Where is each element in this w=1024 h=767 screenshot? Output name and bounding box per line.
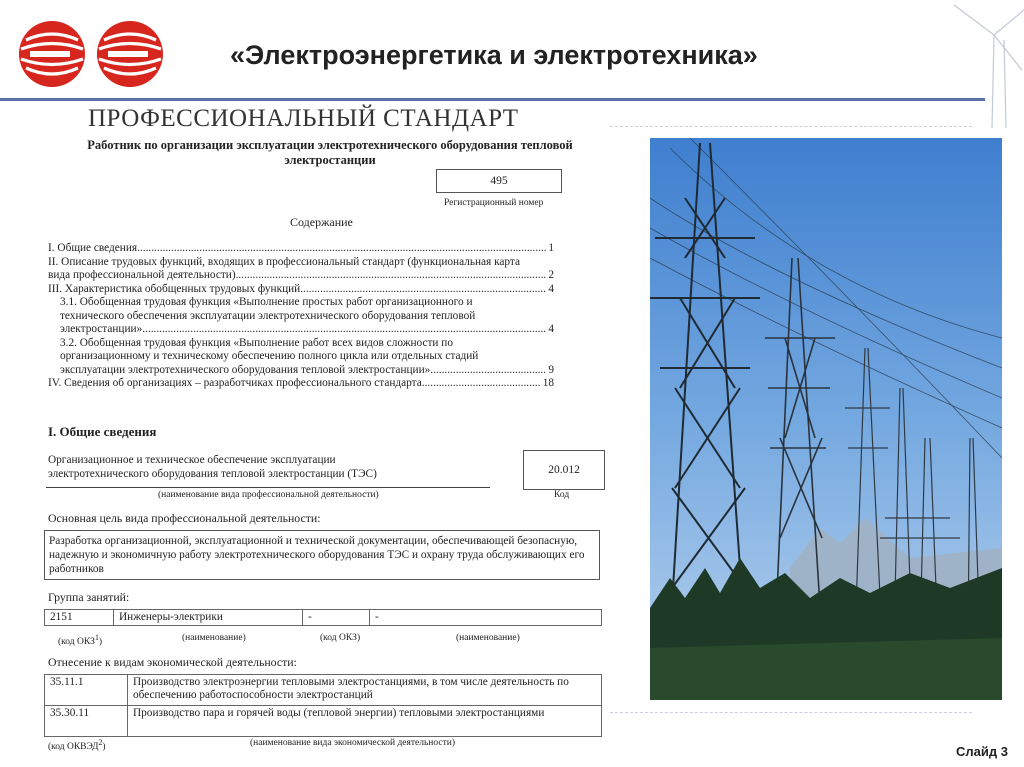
activity-name-line-2: электротехнического оборудования тепловой электростанции (ТЭС) [48, 468, 377, 480]
reg-number-label: Регистрационный номер [444, 198, 544, 208]
toc-item: технического обеспечения эксплуатации электротехнического оборудования тепловой [60, 309, 476, 322]
toc-item: IV. Сведения об организациях – разработчиках профессионального стандарта ..... 18 [48, 377, 554, 391]
toc-item: эксплуатации электротехнического оборудования тепловой электростанции» ..... 9 [48, 364, 554, 378]
table-row [45, 675, 602, 706]
table-row [45, 610, 602, 626]
section-1-title: I. Общие сведения [48, 424, 157, 439]
reg-number: 495 [490, 175, 508, 187]
toc-item: организационному и техническому обеспечению полного цикла или отдельных стадий [60, 350, 479, 362]
activity-code: 20.012 [548, 464, 580, 476]
econ-label: Отнесение к видам экономической деятельности: [48, 655, 297, 669]
okved-caption: (код ОКВЭД$^2$) [48, 738, 106, 753]
toc-item: III. Характеристика обобщенных трудовых функций ..... 4 [48, 283, 554, 297]
document-heading: ПРОФЕССИОНАЛЬНЫЙ СТАНДАРТ [88, 105, 519, 132]
slide-number: Слайд 3 [956, 744, 1008, 759]
okz-code-caption: (код ОКЗ$^1$) [58, 633, 103, 648]
slide-title: «Электроэнергетика и электротехника» [230, 40, 758, 70]
title-divider [0, 98, 985, 101]
group-label: Группа занятий: [48, 590, 130, 604]
toc-item: 3.2. Обобщенная трудовая функция «Выполнение работ всех видов сложности по [60, 336, 453, 349]
okz-code-caption-2: (код ОКЗ) [320, 633, 361, 643]
table-cell: Инженеры-электрики [114, 610, 303, 626]
logo-mark-right [97, 21, 163, 87]
dashed-divider-bottom [610, 712, 972, 713]
activity-name-caption: (наименование вида профессиональной деятельности) [158, 490, 379, 500]
toc-item: I. Общие сведения ..... 1 [48, 242, 554, 256]
code-caption: Код [554, 490, 570, 500]
wind-turbine-icon [944, 0, 1024, 130]
econ-name-caption: (наименование вида экономической деятельности) [250, 738, 455, 748]
activity-underline [46, 487, 490, 488]
reg-number-box [436, 169, 562, 193]
table-cell: 35.11.1 [45, 675, 128, 706]
table-cell: 35.30.11 [45, 706, 128, 737]
name-caption: (наименование) [182, 633, 246, 643]
activity-code-box [523, 450, 605, 490]
power-lines-photo [650, 138, 1002, 700]
group-table [44, 609, 602, 626]
name-caption-2: (наименование) [456, 633, 520, 643]
contents-title: Содержание [290, 215, 353, 229]
toc-item: вида профессиональной деятельности) ..... 2 [48, 269, 554, 283]
table-cell: Производство пара и горячей воды (тепловой энергии) тепловыми электростанциями [128, 706, 602, 737]
table-cell: 2151 [45, 610, 114, 626]
document-subheading: Работник по организации эксплуатации электротехнического оборудования тепловой электростанции [87, 138, 573, 167]
table-cell: - [370, 610, 602, 626]
table-of-contents [48, 242, 554, 391]
logo-mark-left [19, 21, 85, 87]
goal-box [44, 530, 600, 580]
professional-standard-document [0, 102, 610, 767]
toc-item: электростанции» ..... 4 [48, 323, 554, 337]
toc-item: 3.1. Обобщенная трудовая функция «Выполнение простых работ организационного и [60, 296, 473, 308]
company-logo [16, 18, 166, 90]
activity-name-line-1: Организационное и техническое обеспечение эксплуатации [48, 454, 336, 466]
dashed-divider-top [600, 126, 972, 127]
table-cell: - [303, 610, 370, 626]
table-cell: Производство электроэнергии тепловыми электростанциями, в том числе деятельность по обеспечению работоспособности электростанций [128, 675, 602, 706]
goal-label: Основная цель вида профессиональной деятельности: [48, 511, 321, 525]
goal-text: Разработка организационной, эксплуатационной и технической документации, обеспечивающей безопасную, надежную и экономичную работу электротехнического оборудования ТЭС и охрану труда обслуживающих его работников [49, 535, 585, 575]
toc-item: II. Описание трудовых функций, входящих в профессиональный стандарт (функциональная карта [48, 255, 520, 268]
econ-table [44, 674, 602, 737]
table-row [45, 706, 602, 737]
